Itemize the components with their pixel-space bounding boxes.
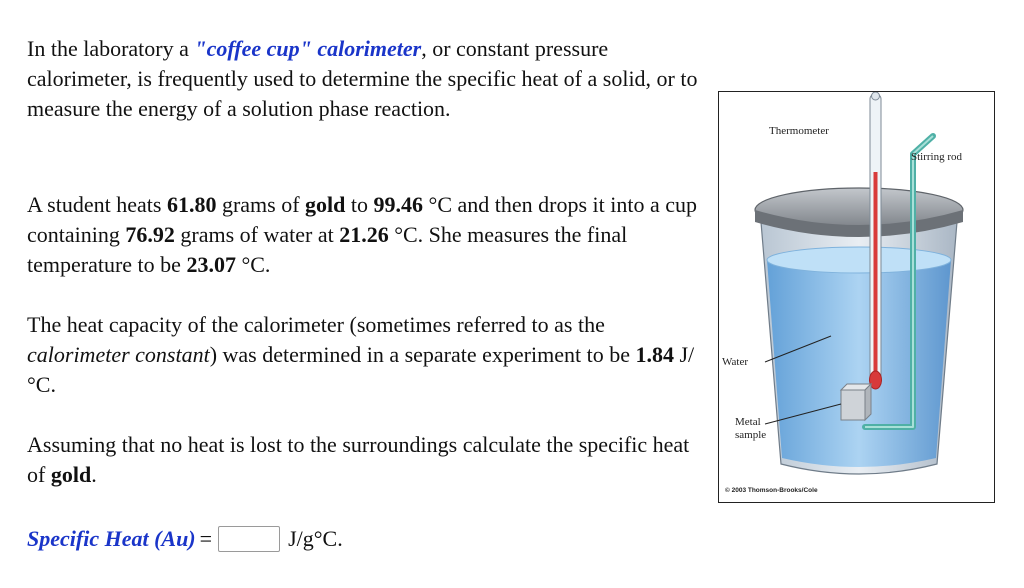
specific-heat-input[interactable]: [218, 526, 280, 552]
calorimeter-paragraph: The heat capacity of the calorimeter (sometimes referred to as the calorimeter constant) was determined in a separate experiment to be 1.84 J/°C.: [27, 312, 695, 397]
thermometer-mercury: [874, 172, 878, 374]
question-paragraph: Assuming that no heat is lost to the surroundings calculate the specific heat of gold.: [27, 432, 690, 487]
metal-name: gold: [305, 192, 346, 217]
calorimeter-constant-value: 1.84: [635, 342, 674, 367]
calorimeter-figure: [718, 91, 995, 503]
answer-label: Specific Heat (Au): [27, 526, 196, 551]
stirring-rod-label: Stirring rod: [911, 151, 963, 163]
thermometer-label: Thermometer: [769, 125, 829, 137]
metal-sample: [841, 384, 871, 420]
water-temperature: 21.26: [339, 222, 389, 247]
calorimeter-constant-term: calorimeter constant: [27, 342, 210, 367]
answer-unit: J/g°C.: [288, 526, 343, 551]
sample-label: sample: [735, 429, 767, 441]
answer-row: [27, 522, 343, 556]
question-metal: gold: [50, 462, 92, 487]
water-volume: [767, 260, 951, 467]
metal-temperature: 99.46: [373, 192, 424, 217]
coffee-cup-term: "coffee cup" calorimeter: [194, 36, 422, 61]
water-mass: 76.92: [125, 222, 175, 247]
metal-mass: 61.80: [166, 192, 217, 217]
water-label: Water: [722, 356, 748, 368]
metal-label: Metal: [735, 416, 761, 428]
problem-paragraph: A student heats 61.80 grams of gold to 99.46 °C and then drops it into a cup containing 76.92 grams of water at 21.26 °C. She measures the final temperature to be 23.07 °C.: [27, 192, 697, 277]
figure-credit: © 2003 Thomson-Brooks/Cole: [725, 487, 818, 494]
water-surface: [767, 247, 951, 273]
equals-sign: =: [199, 526, 213, 551]
final-temperature: 23.07: [186, 252, 236, 277]
intro-paragraph: In the laboratory a "coffee cup" calorimeter, or constant pressure calorimeter, is frequently used to determine the specific heat of a solid, or to measure the energy of a solution phase reaction.: [27, 36, 698, 121]
